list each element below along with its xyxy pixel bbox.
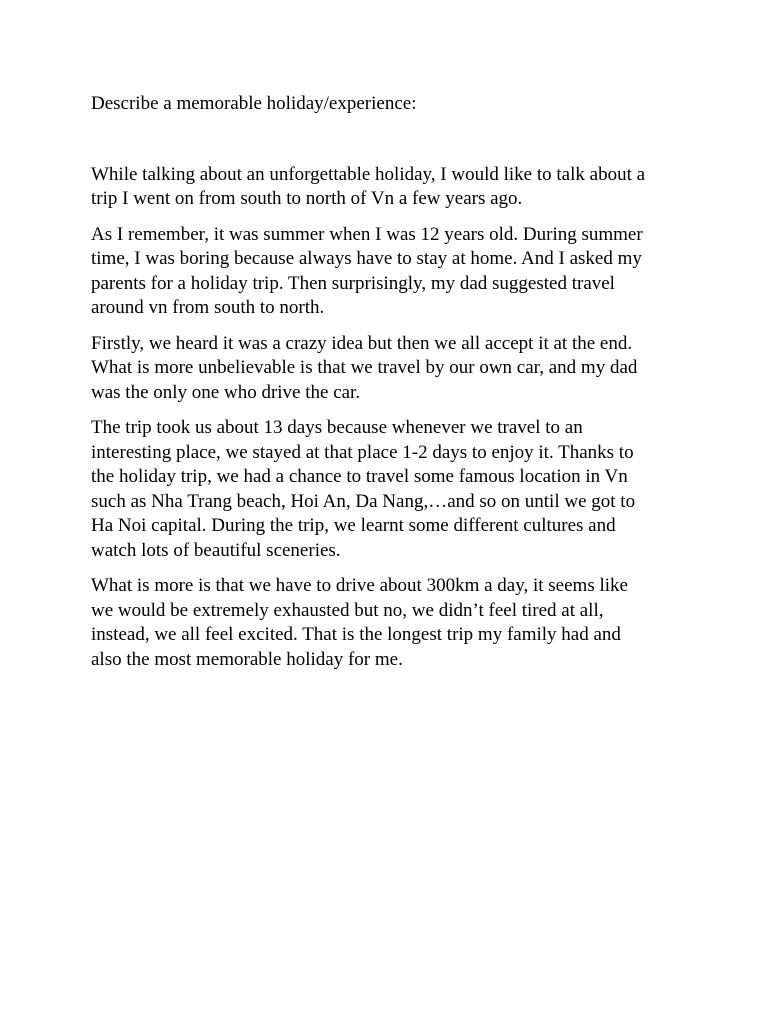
paragraph-line: Ha Noi capital. During the trip, we learnt some different cultures and: [91, 515, 616, 536]
paragraph-intro: [91, 163, 691, 212]
paragraph-line: instead, we all feel excited. That is the longest trip my family had and: [91, 624, 621, 645]
paragraph-trip: [91, 416, 691, 563]
paragraph-line: time, I was boring because always have to stay at home. And I asked my: [91, 248, 642, 269]
paragraph-line: While talking about an unforgettable holiday, I would like to talk about a: [91, 163, 646, 185]
paragraph-line: the holiday trip, we had a chance to travel some famous location in Vn: [91, 466, 628, 487]
document-body: [91, 92, 691, 683]
paragraph-line: The trip took us about 13 days because whenever we travel to an: [91, 417, 583, 438]
paragraph-line: What is more is that we have to drive about 300km a day, it seems like: [91, 575, 628, 596]
paragraph-line: around vn from south to north.: [91, 297, 325, 318]
document-heading: Describe a memorable holiday/experience:: [91, 93, 417, 114]
paragraph-line: interesting place, we stayed at that place 1-2 days to enjoy it. Thanks to: [91, 441, 634, 463]
paragraph-line: What is more unbelievable is that we travel by our own car, and my dad: [91, 357, 638, 378]
paragraph-line: Firstly, we heard it was a crazy idea but then we all accept it at the end.: [91, 332, 633, 354]
paragraph-remember: [91, 223, 691, 321]
paragraph-conclusion: [91, 574, 691, 672]
paragraph-firstly: [91, 332, 691, 406]
paragraph-line: parents for a holiday trip. Then surprisingly, my dad suggested travel: [91, 272, 615, 294]
paragraph-line: As I remember, it was summer when I was 12 years old. During summer: [91, 223, 643, 245]
paragraph-line: was the only one who drive the car.: [91, 381, 361, 403]
paragraph-line: also the most memorable holiday for me.: [91, 648, 403, 670]
paragraph-line: trip I went on from south to north of Vn a few years ago.: [91, 188, 523, 209]
paragraph-line: such as Nha Trang beach, Hoi An, Da Nang,…and so on until we got to: [91, 490, 636, 512]
paragraph-line: watch lots of beautiful sceneries.: [91, 539, 341, 561]
paragraph-line: we would be extremely exhausted but no, we didn’t feel tired at all,: [91, 599, 604, 621]
